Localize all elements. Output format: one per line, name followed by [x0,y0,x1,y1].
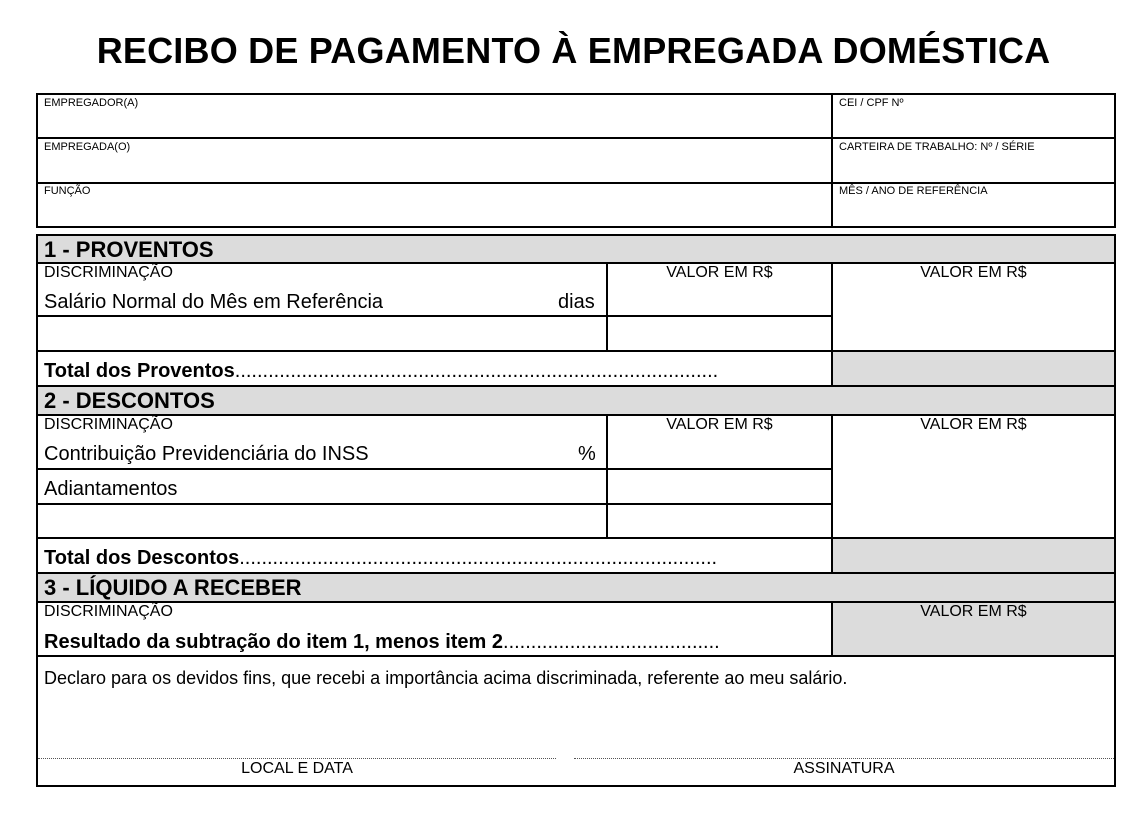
total-proventos-dots: ....................................................................................... [234,360,719,382]
assinatura-line[interactable] [574,758,1114,759]
line-proventos-total-bottom [36,385,1116,387]
descontos-valor-label-2: VALOR EM R$ [920,416,1027,433]
header-divider-1 [36,137,1116,139]
assinatura-label: ASSINATURA [793,760,895,777]
descontos-extra-row[interactable] [38,505,606,537]
adiantamentos-label: Adiantamentos [44,478,178,500]
header-box [36,93,1116,228]
local-data-line[interactable] [38,758,556,759]
total-proventos-row [44,360,718,383]
liquido-valor-label: VALOR EM R$ [920,603,1027,620]
resultado-row [44,631,720,654]
proventos-heading: 1 - PROVENTOS [44,237,214,262]
liquido-discriminacao-label: DISCRIMINAÇÃO [44,603,173,620]
local-data-label: LOCAL E DATA [241,760,353,777]
total-descontos-value-cell[interactable] [833,539,1114,572]
cei-cpf-field[interactable]: CEI / CPF Nº [839,97,904,109]
liquido-value-cell[interactable] [833,625,1114,655]
header-divider-vertical [831,93,833,228]
proventos-valor-label-2: VALOR EM R$ [920,264,1027,281]
total-descontos-row [44,547,717,570]
mes-ano-field[interactable]: MÊS / ANO DE REFERÊNCIA [839,185,988,197]
descontos-extra-valor-cell[interactable] [608,505,831,537]
descontos-valor-label-1: VALOR EM R$ [666,416,773,433]
resultado-dots: ....................................... [503,631,720,653]
resultado-label: Resultado da subtração do item 1, menos item 2 [44,631,504,653]
total-descontos-dots: ...................................................................................... [239,547,718,569]
inss-valor-cell[interactable] [608,438,831,468]
total-proventos-value-cell[interactable] [833,352,1114,385]
dias-label: dias [558,291,595,313]
proventos-discriminacao-label: DISCRIMINAÇÃO [44,264,173,281]
empregado-field[interactable]: EMPREGADA(O) [44,141,131,153]
liquido-heading: 3 - LÍQUIDO A RECEBER [44,575,302,600]
descontos-valor-col2-cell[interactable] [833,438,1114,537]
proventos-valor-col2-cell[interactable] [833,286,1114,350]
carteira-field[interactable]: CARTEIRA DE TRABALHO: Nº / SÉRIE [839,141,1035,153]
proventos-extra-row[interactable] [38,317,606,350]
proventos-extra-valor-cell[interactable] [608,317,831,350]
total-proventos-label: Total dos Proventos [44,360,235,382]
descontos-discriminacao-label: DISCRIMINAÇÃO [44,416,173,433]
adiantamentos-valor-cell[interactable] [608,470,831,503]
funcao-field[interactable]: FUNÇÃO [44,185,91,197]
proventos-valor-label-1: VALOR EM R$ [666,264,773,281]
total-descontos-label: Total dos Descontos [44,547,240,569]
empregador-field[interactable]: EMPREGADOR(A) [44,97,139,109]
page-title: RECIBO DE PAGAMENTO À EMPREGADA DOMÉSTICA [96,30,1051,71]
header-divider-2 [36,182,1116,184]
salario-valor-cell[interactable] [608,286,831,315]
inss-percent-label: % [578,443,596,465]
line-liquido-bottom [36,655,1116,657]
descontos-heading: 2 - DESCONTOS [44,388,215,413]
declaracao-text: Declaro para os devidos fins, que recebi a importância acima discriminada, referente ao meu salário. [44,668,848,688]
inss-label: Contribuição Previdenciária do INSS [44,443,369,465]
salario-normal-label: Salário Normal do Mês em Referência [44,291,384,313]
line-descontos-total-bottom [36,572,1116,574]
